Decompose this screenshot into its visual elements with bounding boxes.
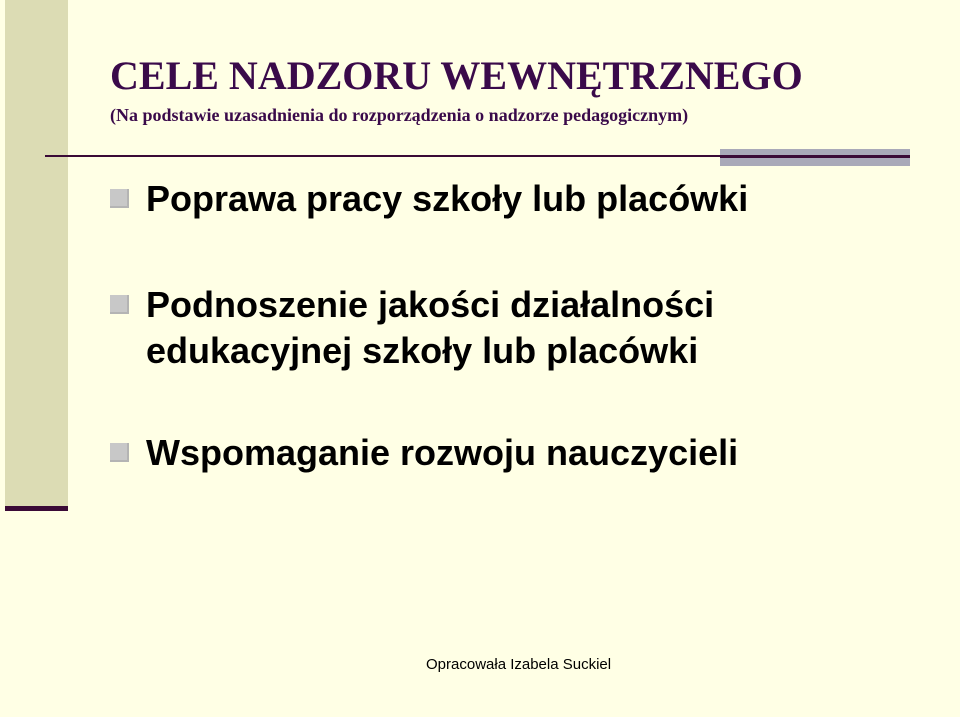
left-accent-underline: [5, 506, 68, 511]
bullet-text: Podnoszenie jakości działalności edukacyjnej szkoły lub placówki: [146, 284, 715, 371]
square-bullet-icon: [110, 295, 129, 314]
slide-title: CELE NADZORU WEWNĘTRZNEGO: [110, 53, 803, 98]
square-bullet-icon: [110, 443, 129, 462]
bullet-text: Wspomaganie rozwoju nauczycieli: [146, 432, 739, 473]
bullet-text: Poprawa pracy szkoły lub placówki: [146, 178, 749, 219]
title-divider: [45, 155, 721, 157]
square-bullet-icon: [110, 189, 129, 208]
slide-subtitle: (Na podstawie uzasadnienia do rozporządzenia o nadzorze pedagogicznym): [110, 105, 689, 125]
title-divider-accent: [720, 149, 910, 166]
left-accent-bar: [5, 0, 68, 508]
footer-author: Opracowała Izabela Suckiel: [426, 656, 612, 673]
